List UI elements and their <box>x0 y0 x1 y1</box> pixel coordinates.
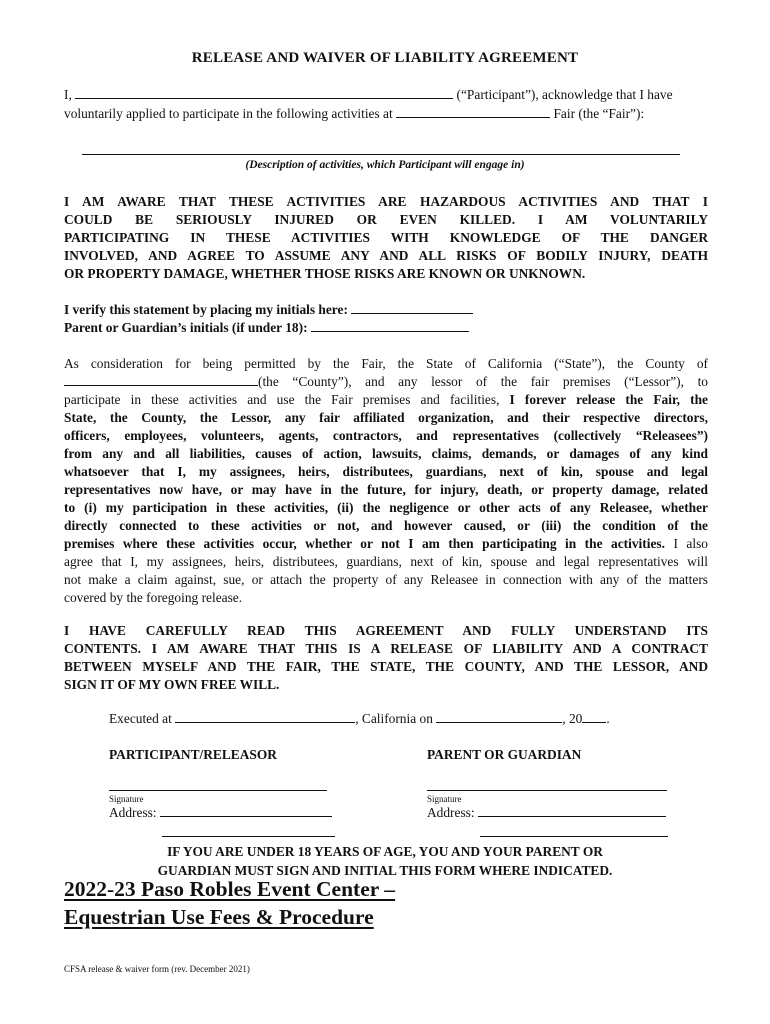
intro-prefix: I, <box>64 87 72 102</box>
consideration-line-11 <box>64 535 708 553</box>
release-clause-end: premises where these activities occur, whether or not I am then participating in the activities. <box>64 536 665 551</box>
consideration-line: agree that I, my assignees, heirs, distributees, guardians, next of kin, spouse and legal representatives will <box>64 554 708 569</box>
consideration-line: covered by the foregoing release. <box>64 590 243 605</box>
document-title: RELEASE AND WAIVER OF LIABILITY AGREEMENT <box>191 50 579 66</box>
activity-description-field[interactable] <box>82 154 680 155</box>
guardian-address-label: Address: <box>427 805 475 820</box>
consideration-line-3 <box>64 391 708 409</box>
guardian-signature-label: Signature <box>427 794 462 804</box>
participant-signature-label: Signature <box>109 794 144 804</box>
acknowledgement-line: I HAVE CAREFULLY READ THIS AGREEMENT AND FULLY UNDERSTAND ITS <box>64 623 708 638</box>
intro-line2-prefix: voluntarily applied to participate in the following activities at <box>64 106 393 121</box>
consideration-line: not make a claim against, sue, or attach the property of any Releasee in connection with any of the matters <box>64 572 708 587</box>
release-clause-start: I forever release the Fair, the <box>509 392 708 407</box>
executed-end: . <box>606 711 610 726</box>
initials-verify-label: I verify this statement by placing my initials here: <box>64 302 348 317</box>
participant-address-label: Address: <box>109 805 157 820</box>
hazard-line: OR PROPERTY DAMAGE, WHETHER THOSE RISKS ARE KNOWN OR UNKNOWN. <box>64 266 586 281</box>
release-clause-line: representatives now have, or may have in the future, for injury, death, or property damage, related <box>64 482 708 497</box>
release-clause-line: State, the County, the Lessor, any fair affiliated organization, and their respective directors, <box>64 410 708 425</box>
release-clause-line: to (i) my participation in these activities, (ii) the negligence or other acts of any Releasee, whether <box>64 500 708 515</box>
intro-line-1 <box>64 87 673 103</box>
participant-heading: PARTICIPANT/RELEASOR <box>109 747 277 762</box>
minor-notice-line: GUARDIAN MUST SIGN AND INITIAL THIS FORM WHERE INDICATED. <box>157 863 613 878</box>
guardian-address-line-2[interactable] <box>480 836 668 837</box>
acknowledgement-line: CONTENTS. I AM AWARE THAT THIS IS A RELEASE OF LIABILITY AND A CONTRACT <box>64 641 708 656</box>
intro-suffix: (“Participant”), acknowledge that I have <box>456 87 673 102</box>
county-name-field[interactable] <box>64 374 258 386</box>
minor-notice-line: IF YOU ARE UNDER 18 YEARS OF AGE, YOU AND YOUR PARENT OR <box>167 844 603 859</box>
intro-line2-suffix: Fair (the “Fair”): <box>553 106 645 121</box>
participant-signature-field[interactable] <box>109 790 327 791</box>
consideration-line-11-text: I also <box>673 536 708 551</box>
hazard-paragraph <box>64 193 708 283</box>
guardian-address-field[interactable] <box>478 805 666 817</box>
hazard-line: INVOLVED, AND AGREE TO ASSUME ANY AND ALL RISKS OF BODILY INJURY, DEATH <box>64 248 708 263</box>
hazard-line: PARTICIPATING IN THESE ACTIVITIES WITH KNOWLEDGE OF THE DANGER <box>64 230 708 245</box>
participant-address-row <box>109 805 332 821</box>
consideration-line-2-text: (the “County”), and any lessor of the fair premises (“Lessor”), to <box>258 374 708 389</box>
executed-location-field[interactable] <box>175 711 355 723</box>
event-title-line-2: Equestrian Use Fees & Procedure <box>64 905 374 929</box>
consideration-paragraph <box>64 355 708 607</box>
participant-address-field[interactable] <box>160 805 332 817</box>
footer-revision-note: CFSA release & waiver form (rev. December 2021) <box>64 964 250 974</box>
executed-prefix: Executed at <box>109 711 172 726</box>
acknowledgement-line: SIGN IT OF MY OWN FREE WILL. <box>64 677 280 692</box>
acknowledgement-paragraph <box>64 622 708 694</box>
intro-line-2 <box>64 106 644 122</box>
initials-verify-row <box>64 302 473 318</box>
activity-description-caption: (Description of activities, which Participant will engage in) <box>245 159 525 171</box>
executed-year-field[interactable] <box>582 711 606 723</box>
executed-year-prefix: , 20 <box>562 711 583 726</box>
executed-row <box>109 711 610 727</box>
participant-initials-field[interactable] <box>351 302 473 314</box>
executed-date-field[interactable] <box>436 711 562 723</box>
hazard-line: I AM AWARE THAT THESE ACTIVITIES ARE HAZARDOUS ACTIVITIES AND THAT I <box>64 194 708 209</box>
guardian-signature-field[interactable] <box>427 790 667 791</box>
release-clause-line: directly connected to these activities or not, and however caused, or (iii) the condition of the <box>64 518 708 533</box>
initials-guardian-label: Parent or Guardian’s initials (if under 18): <box>64 320 308 335</box>
guardian-initials-field[interactable] <box>311 320 469 332</box>
release-clause-line: officers, employees, volunteers, agents, contractors, and representatives (collectively “Releasees”) <box>64 428 708 443</box>
acknowledgement-line: BETWEEN MYSELF AND THE FAIR, THE STATE, THE COUNTY, AND THE LESSOR, AND <box>64 659 708 674</box>
minor-notice <box>0 842 770 880</box>
participant-name-field[interactable] <box>75 87 453 99</box>
guardian-address-row <box>427 805 666 821</box>
guardian-heading: PARENT OR GUARDIAN <box>427 747 582 762</box>
event-title-line-1: 2022-23 Paso Robles Event Center – <box>64 877 396 901</box>
hazard-line: COULD BE SERIOUSLY INJURED OR EVEN KILLED. I AM VOLUNTARILY <box>64 212 708 227</box>
release-clause-line: from any and all liabilities, causes of action, lawsuits, claims, demands, or damages of any kind <box>64 446 708 461</box>
consideration-line-3-text: participate in these activities and use the Fair premises and facilities, <box>64 392 500 407</box>
consideration-line-2 <box>64 373 708 391</box>
fair-name-field[interactable] <box>396 106 550 118</box>
participant-address-line-2[interactable] <box>162 836 335 837</box>
executed-middle: , California on <box>355 711 433 726</box>
release-clause-line: whatsoever that I, my assignees, heirs, distributees, guardians, next of kin, spouse and legal <box>64 464 708 479</box>
initials-guardian-row <box>64 320 469 336</box>
consideration-line: As consideration for being permitted by the Fair, the State of California (“State”), the County of <box>64 356 708 371</box>
